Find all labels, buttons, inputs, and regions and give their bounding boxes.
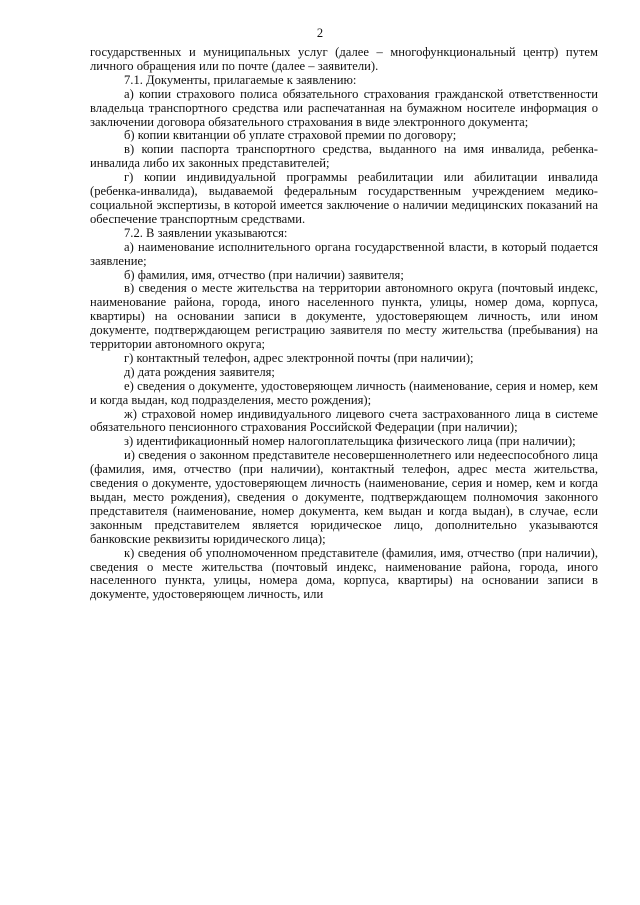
list-item-b-receipt: б) копии квитанции об уплате страховой премии по договору;: [124, 128, 457, 143]
list-item-v-vehicle-passport: в) копии паспорта транспортного средства, выданного на имя инвалида, ребенка-инвалида либо их законных представителей;: [90, 142, 598, 171]
list-item-g-contacts: г) контактный телефон, адрес электронной почты (при наличии);: [124, 350, 474, 365]
page-number: 2: [316, 26, 324, 40]
list-item-e-identity-document: е) сведения о документе, удостоверяющем личность (наименование, серия и номер, кем и когда выдан, код подразделения, место рождения);: [90, 378, 598, 407]
list-item-i-legal-representative: и) сведения о законном представителе несовершеннолетнего или недееспособного лица (фамилия, имя, отчество (при наличии), контактный телефон, адрес места жительства, сведения о документе, удостоверяющем личность (наименование, серия и номер, кем и когда выдан, место рождения), сведения о документе, подтверждающем полномочия законного представителя (наименование, номер документа, кем выдан и когда выдан), в случае, если законным представителем является юридическое лицо, дополнительно указываются банковские реквизиты юридического лица);: [90, 448, 598, 546]
list-item-v-residence: в) сведения о месте жительства на территории автономного округа (почтовый индекс, наименование района, города, иного населенного пункта, улицы, номер дома, корпуса, квартиры) на основании записи в документе, удостоверяющем личность, или ином документе, подтверждающем регистрацию заявителя по месту жительства (пребывания) на территории автономного округа;: [90, 281, 598, 352]
list-item-d-birth-date: д) дата рождения заявителя;: [124, 364, 275, 379]
list-item-k-authorized-representative: к) сведения об уполномоченном представителе (фамилия, имя, отчество (при наличии), сведения о месте жительства (почтовый индекс, наименование района, города, иного населенного пункта, улицы, номера дома, корпуса, квартиры) на основании записи в документе, удостоверяющем личность, или: [90, 545, 598, 602]
document-body: [90, 46, 598, 602]
paragraph-continuation: государственных и муниципальных услуг (далее – многофункциональный центр) путем личного обращения или по почте (далее – заявители).: [90, 45, 598, 73]
section-heading-7-2: 7.2. В заявлении указываются:: [124, 225, 288, 240]
list-item-a-insurance-policy: а) копии страхового полиса обязательного страхования гражданской ответственности владельца транспортного средства или распечатанная на бумажном носителе информация о заключении договора обязательного страхования в виде электронного документа;: [90, 86, 598, 129]
list-item-a-authority-name: а) наименование исполнительного органа государственной власти, в который подается заявление;: [90, 239, 598, 268]
list-item-zh-snils: ж) страховой номер индивидуального лицевого счета застрахованного лица в системе обязательного пенсионного страхования Российской Федерации (при наличии);: [90, 406, 598, 435]
list-item-b-full-name: б) фамилия, имя, отчество (при наличии) заявителя;: [124, 267, 404, 282]
list-item-g-rehabilitation-program: г) копии индивидуальной программы реабилитации или абилитации инвалида (ребенка-инвалида), выдаваемой федеральным государственным учреждением медико-социальной экспертизы, в которой имеется заключение о наличии медицинских показаний на обеспечение транспортным средствами.: [90, 170, 598, 226]
section-heading-7-1: 7.1. Документы, прилагаемые к заявлению:: [124, 72, 357, 87]
list-item-z-inn: з) идентификационный номер налогоплательщика физического лица (при наличии);: [124, 434, 576, 449]
